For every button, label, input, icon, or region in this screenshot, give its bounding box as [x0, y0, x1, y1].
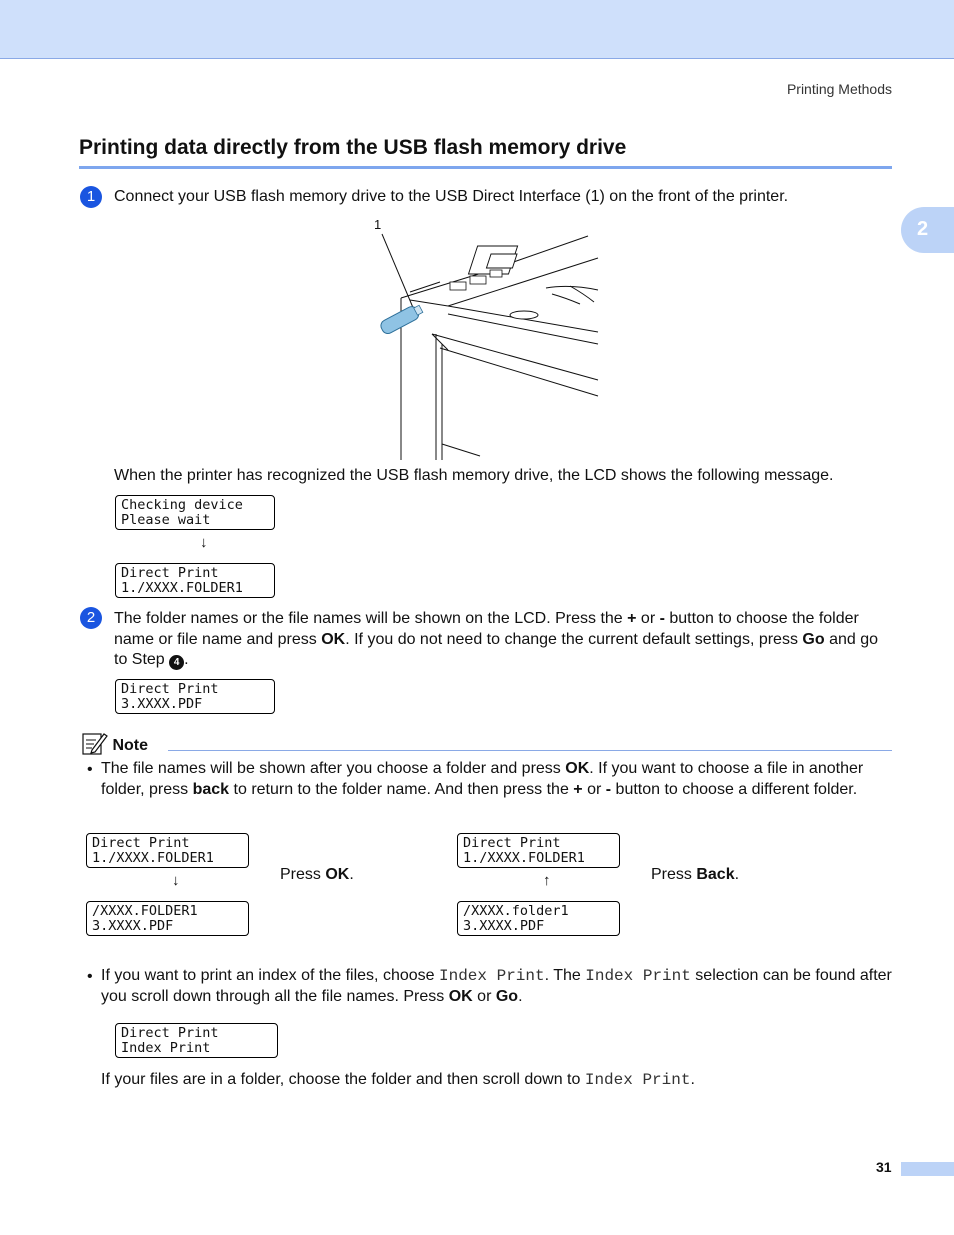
press-back-label: Press Back. — [651, 866, 740, 883]
step-4-reference: 4 — [169, 655, 184, 670]
bullet-1: • — [87, 761, 93, 778]
lcd-right-top — [457, 833, 620, 868]
header-band — [0, 0, 954, 59]
printer-usb-illustration — [370, 214, 600, 460]
lcd-line-2: 1./XXXX.FOLDER1 — [463, 850, 585, 866]
step-1-marker: 1 — [80, 186, 102, 208]
chapter-tab — [901, 207, 954, 253]
lcd-left-top — [86, 833, 249, 868]
lcd-line-1: Direct Print — [92, 835, 190, 851]
up-arrow-icon: ↑ — [543, 872, 551, 889]
lcd-checking-device — [115, 495, 275, 530]
down-arrow-icon: ↓ — [200, 534, 208, 551]
figure-callout-label: 1 — [374, 217, 382, 232]
note-divider — [168, 750, 892, 751]
lcd-line-1: /XXXX.folder1 — [463, 903, 569, 919]
lcd-line-2: 1./XXXX.FOLDER1 — [121, 580, 243, 596]
lcd-index-print — [115, 1023, 278, 1058]
folder-index-text: If your files are in a folder, choose the folder and then scroll down to Index Print. — [101, 1071, 695, 1089]
lcd-line-2: 3.XXXX.PDF — [463, 918, 545, 934]
lcd-line-2: Please wait — [121, 512, 211, 528]
lcd-direct-print-folder — [115, 563, 275, 598]
press-ok-label: Press OK. — [280, 866, 354, 883]
note-bullet-1-text: The file names will be shown after you choose a folder and press OK. If you want to choose a file in another folder, press back to return to the folder name. And then press the + or - button to choose a different folder. — [101, 760, 864, 798]
lcd-line-1: Direct Print — [121, 1025, 219, 1041]
lcd-line-2: 3.XXXX.PDF — [121, 696, 203, 712]
note-bullet-2-text: If you want to print an index of the files, choose Index Print. The Index Print selection can be found after you scroll down through all the file names. Press OK or Go. — [101, 967, 892, 1005]
lcd-line-2: 1./XXXX.FOLDER1 — [92, 850, 214, 866]
lcd-line-1: /XXXX.FOLDER1 — [92, 903, 198, 919]
lcd-recognition-text: When the printer has recognized the USB flash memory drive, the LCD shows the following message. — [114, 467, 834, 484]
page-title: Printing data directly from the USB flash memory drive — [79, 136, 627, 159]
note-heading — [82, 731, 148, 755]
lcd-line-2: 3.XXXX.PDF — [92, 918, 174, 934]
title-underline — [79, 166, 892, 169]
page-number: 31 — [876, 1159, 892, 1175]
page-number-bar — [901, 1162, 954, 1176]
lcd-line-2: Index Print — [121, 1040, 211, 1056]
usb-flash-drive — [379, 303, 424, 336]
bullet-2: • — [87, 968, 93, 985]
lcd-direct-print-pdf — [115, 679, 275, 714]
lcd-line-1: Direct Print — [121, 681, 219, 697]
note-label: Note — [112, 737, 149, 754]
step-2-text: The folder names or the file names will be shown on the LCD. Press the + or - button to choose the folder name or file name and press OK. If you do not need to change the current default settings, press Go and go to Step 4 . — [114, 610, 879, 668]
lcd-left-bottom — [86, 901, 249, 936]
lcd-line-1: Direct Print — [463, 835, 561, 851]
header-section-title: Printing Methods — [786, 81, 892, 97]
step-2-marker: 2 — [80, 607, 102, 629]
note-pencil-icon — [82, 731, 108, 755]
step-1-text: Connect your USB flash memory drive to the USB Direct Interface (1) on the front of the printer. — [114, 188, 789, 205]
lcd-line-1: Checking device — [121, 497, 243, 513]
lcd-right-bottom — [457, 901, 620, 936]
chapter-number: 2 — [917, 218, 929, 240]
down-arrow-icon: ↓ — [172, 872, 180, 889]
lcd-line-1: Direct Print — [121, 565, 219, 581]
